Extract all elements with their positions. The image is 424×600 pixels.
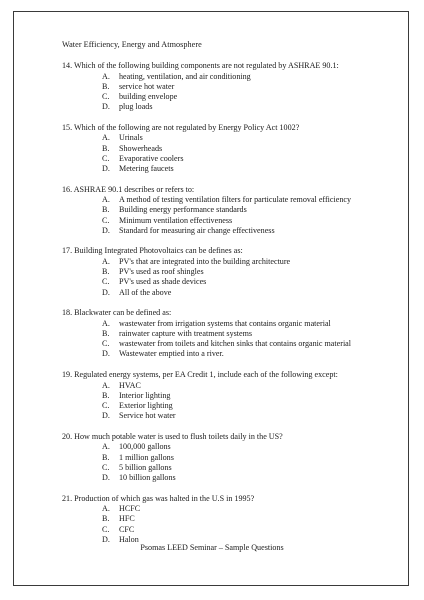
question-text: 17. Building Integrated Photovoltaics can be defines as: <box>62 246 243 256</box>
option-text: A method of testing ventilation filters for particulate removal efficiency <box>119 195 352 205</box>
option-letter: B. <box>102 81 110 91</box>
option-letter: D. <box>102 225 110 235</box>
question-block <box>62 494 392 545</box>
option-letter: B. <box>102 514 110 524</box>
question-text: 14. Which of the following building components are not regulated by ASHRAE 90.1: <box>62 61 339 70</box>
option-text: wastewater from toilets and kitchen sinks that contains organic material <box>119 339 352 349</box>
answer-option <box>62 205 392 215</box>
answer-option <box>62 329 392 339</box>
answer-option <box>62 411 392 421</box>
option-text: Halon <box>119 534 139 544</box>
option-text: HFC <box>119 514 135 524</box>
question-block <box>62 123 392 174</box>
option-letter: A. <box>102 71 110 81</box>
option-text: PV's used as roof shingles <box>119 267 204 277</box>
option-letter: C. <box>102 339 110 349</box>
option-letter: C. <box>102 215 110 225</box>
answer-option <box>62 381 392 391</box>
answer-option <box>62 349 392 359</box>
option-letter: D. <box>102 349 110 359</box>
answer-option <box>62 82 392 92</box>
option-text: 10 billion gallons <box>119 472 176 482</box>
option-text: Service hot water <box>119 411 176 421</box>
option-text: Showerheads <box>119 143 163 153</box>
option-letter: B. <box>102 328 110 338</box>
answer-option <box>62 92 392 102</box>
document-heading: Water Efficiency, Energy and Atmosphere <box>62 40 202 49</box>
option-text: PV's used as shade devices <box>119 277 207 287</box>
option-text: Building energy performance standards <box>119 205 247 215</box>
answer-option <box>62 442 392 452</box>
option-text: Interior lighting <box>119 390 171 400</box>
answer-option <box>62 504 392 514</box>
option-letter: A. <box>102 380 110 390</box>
option-letter: B. <box>102 452 110 462</box>
answer-option <box>62 195 392 205</box>
option-text: Standard for measuring air change effectiveness <box>119 225 275 235</box>
question-text: 18. Blackwater can be defined as: <box>62 308 172 318</box>
option-letter: C. <box>102 91 110 101</box>
option-letter: A. <box>102 195 110 205</box>
option-text: All of the above <box>119 287 172 297</box>
option-letter: D. <box>102 102 110 112</box>
answer-option <box>62 154 392 164</box>
option-letter: A. <box>102 504 110 514</box>
option-letter: A. <box>102 256 110 266</box>
question-text: 15. Which of the following are not regulated by Energy Policy Act 1002? <box>62 122 300 132</box>
answer-option <box>62 267 392 277</box>
option-text: 1 million gallons <box>119 452 174 462</box>
answer-option <box>62 226 392 236</box>
question-text: 16. ASHRAE 90.1 describes or refers to: <box>62 184 195 194</box>
option-text: rainwater capture with treatment systems <box>119 328 253 338</box>
option-letter: C. <box>102 277 110 287</box>
question-block <box>62 61 392 112</box>
question-block <box>62 432 392 483</box>
question-text: 19. Regulated energy systems, per EA Credit 1, include each of the following except: <box>62 370 338 380</box>
option-letter: B. <box>102 267 110 277</box>
answer-option <box>62 133 392 143</box>
question-block <box>62 185 392 236</box>
answer-option <box>62 339 392 349</box>
answer-option <box>62 216 392 226</box>
option-text: heating, ventilation, and air conditioning <box>119 71 251 81</box>
option-letter: B. <box>102 390 110 400</box>
answer-option <box>62 257 392 267</box>
answer-option <box>62 288 392 298</box>
option-text: 5 billion gallons <box>119 462 172 472</box>
option-letter: C. <box>102 400 110 410</box>
option-text: CFC <box>119 524 135 534</box>
answer-option <box>62 72 392 82</box>
document-footer: Psomas LEED Seminar – Sample Questions <box>140 543 284 552</box>
option-text: Metering faucets <box>119 163 174 173</box>
option-text: HCFC <box>119 504 141 514</box>
option-letter: D. <box>102 287 110 297</box>
question-text: 20. How much potable water is used to flush toilets daily in the US? <box>62 431 283 441</box>
option-text: Urinals <box>119 133 143 143</box>
answer-option <box>62 463 392 473</box>
option-letter: C. <box>102 524 110 534</box>
option-text: HVAC <box>119 380 141 390</box>
option-letter: A. <box>102 318 110 328</box>
option-text: Wastewater emptied into a river. <box>119 349 224 359</box>
answer-option <box>62 144 392 154</box>
option-letter: B. <box>102 143 110 153</box>
answer-option <box>62 525 392 535</box>
option-letter: D. <box>102 163 110 173</box>
option-letter: C. <box>102 462 110 472</box>
answer-option <box>62 102 392 112</box>
option-text: 100,000 gallons <box>119 442 171 452</box>
answer-option <box>62 453 392 463</box>
option-text: wastewater from irrigation systems that contains organic material <box>119 318 331 328</box>
answer-option <box>62 401 392 411</box>
option-text: Evaporative coolers <box>119 153 184 163</box>
answer-option <box>62 164 392 174</box>
option-letter: D. <box>102 472 110 482</box>
question-block <box>62 370 392 421</box>
option-text: Exterior lighting <box>119 400 173 410</box>
option-text: building envelope <box>119 91 178 101</box>
option-letter: B. <box>102 205 110 215</box>
option-letter: A. <box>102 133 110 143</box>
question-block <box>62 246 392 297</box>
answer-option <box>62 473 392 483</box>
option-text: plug loads <box>119 102 153 112</box>
question-block <box>62 308 392 359</box>
answer-option <box>62 514 392 524</box>
answer-option <box>62 319 392 329</box>
option-text: service hot water <box>119 81 175 91</box>
option-letter: D. <box>102 534 110 544</box>
answer-option <box>62 391 392 401</box>
question-list <box>62 61 392 556</box>
question-text: 21. Production of which gas was halted in the U.S in 1995? <box>62 493 255 503</box>
option-text: Minimum ventilation effectiveness <box>119 215 233 225</box>
option-letter: A. <box>102 442 110 452</box>
option-text: PV's that are integrated into the building architecture <box>119 256 291 266</box>
option-letter: D. <box>102 411 110 421</box>
option-letter: C. <box>102 153 110 163</box>
answer-option <box>62 277 392 287</box>
